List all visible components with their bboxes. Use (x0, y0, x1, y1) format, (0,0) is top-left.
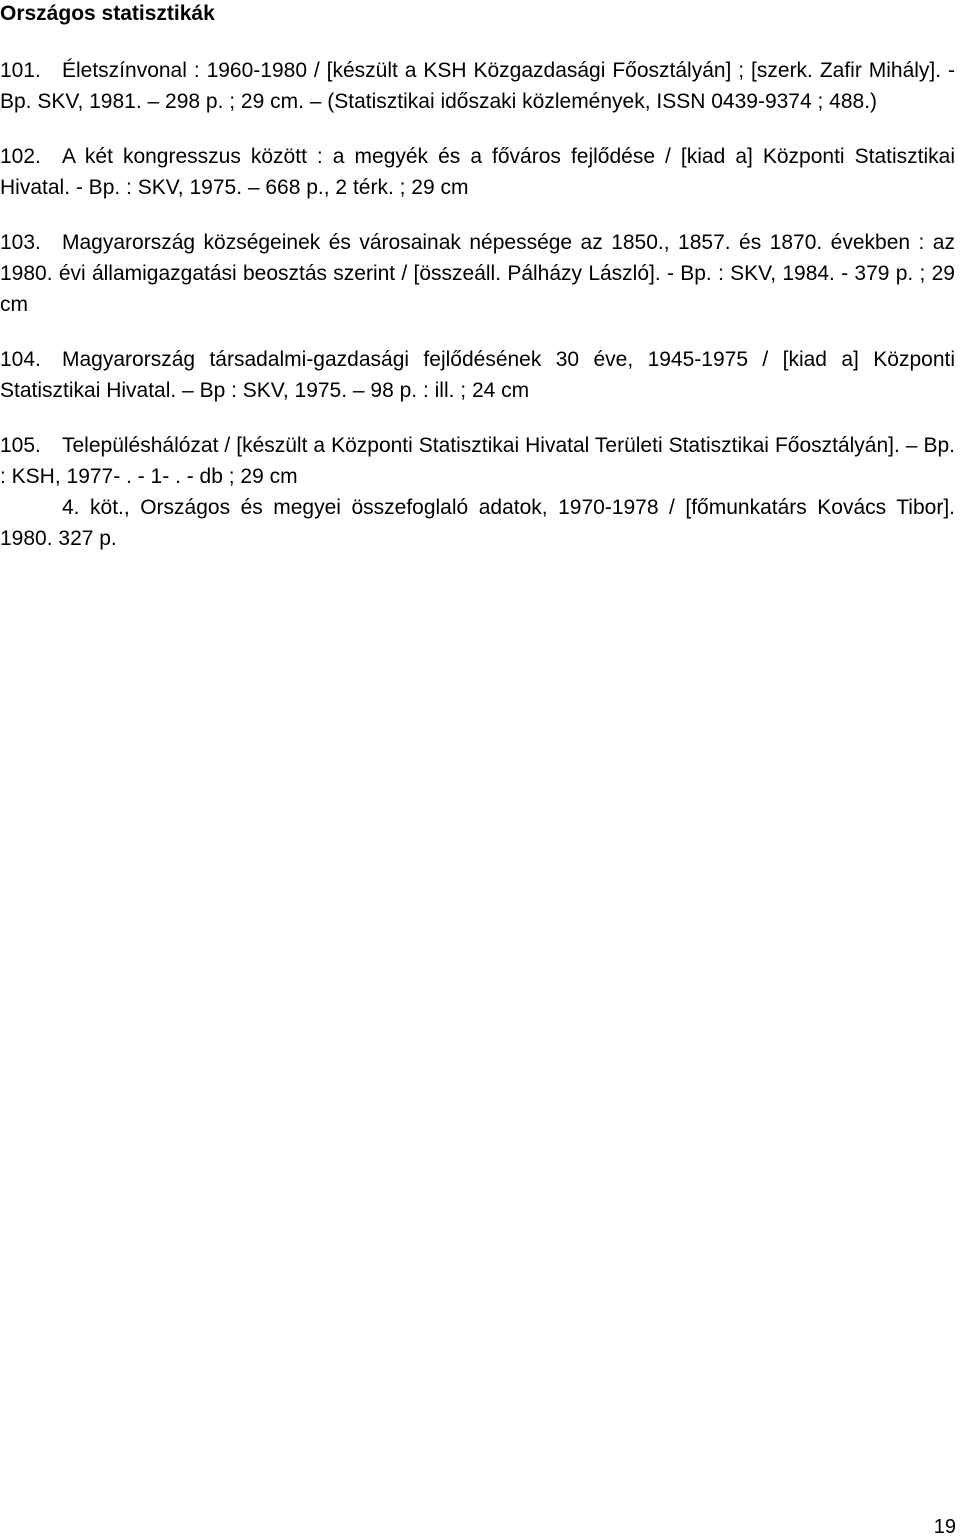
page-heading: Országos statisztikák (0, 2, 215, 25)
bibliography-entry-104 (0, 344, 955, 406)
bibliography-entry-102 (0, 141, 955, 203)
entry-number: 101. (0, 59, 41, 82)
bibliography-entry-105 (0, 430, 955, 492)
bibliography-entry-101 (0, 55, 955, 117)
entry-text: Településhálózat / [készült a Központi Statisztikai Hivatal Területi Statisztikai Főosztályán]. – Bp. : KSH, 1977- . - 1- . - db ; 29 cm (0, 434, 955, 488)
entry-text: Magyarország társadalmi-gazdasági fejlődésének 30 éve, 1945-1975 / [kiad a] Központi Statisztikai Hivatal. – Bp : SKV, 1975. – 98 p. : ill. ; 24 cm (0, 348, 955, 402)
bibliography-entry-103 (0, 227, 955, 320)
page-number: 19 (933, 1516, 956, 1538)
entry-text: A két kongresszus között : a megyék és a főváros fejlődése / [kiad a] Központi Statisztikai Hivatal. - Bp. : SKV, 1975. – 668 p., 2 térk. ; 29 cm (0, 145, 955, 199)
entry-number: 102. (0, 145, 41, 168)
entry-number: 103. (0, 231, 41, 254)
bibliography-subentry-105: 4. köt., Országos és megyei összefoglaló adatok, 1970-1978 / [főmunkatárs Kovács Tibor]. 1980. 327 p. (0, 496, 955, 550)
entry-text: Magyarország községeinek és városainak népessége az 1850., 1857. és 1870. években : az 1980. évi államigazgatási beosztás szerint / [összeáll. Pálházy László]. - Bp. : SKV, 1984. - 379 p. ; 29 cm (0, 231, 955, 316)
entry-number: 105. (0, 434, 41, 457)
entry-text: Életszínvonal : 1960-1980 / [készült a KSH Közgazdasági Főosztályán] ; [szerk. Zafir Mihály]. - Bp. SKV, 1981. – 298 p. ; 29 cm. – (Statisztikai időszaki közlemények, ISSN 0439-9374 ; 488.) (0, 59, 955, 113)
entry-number: 104. (0, 348, 41, 371)
bibliography-list (0, 55, 955, 554)
